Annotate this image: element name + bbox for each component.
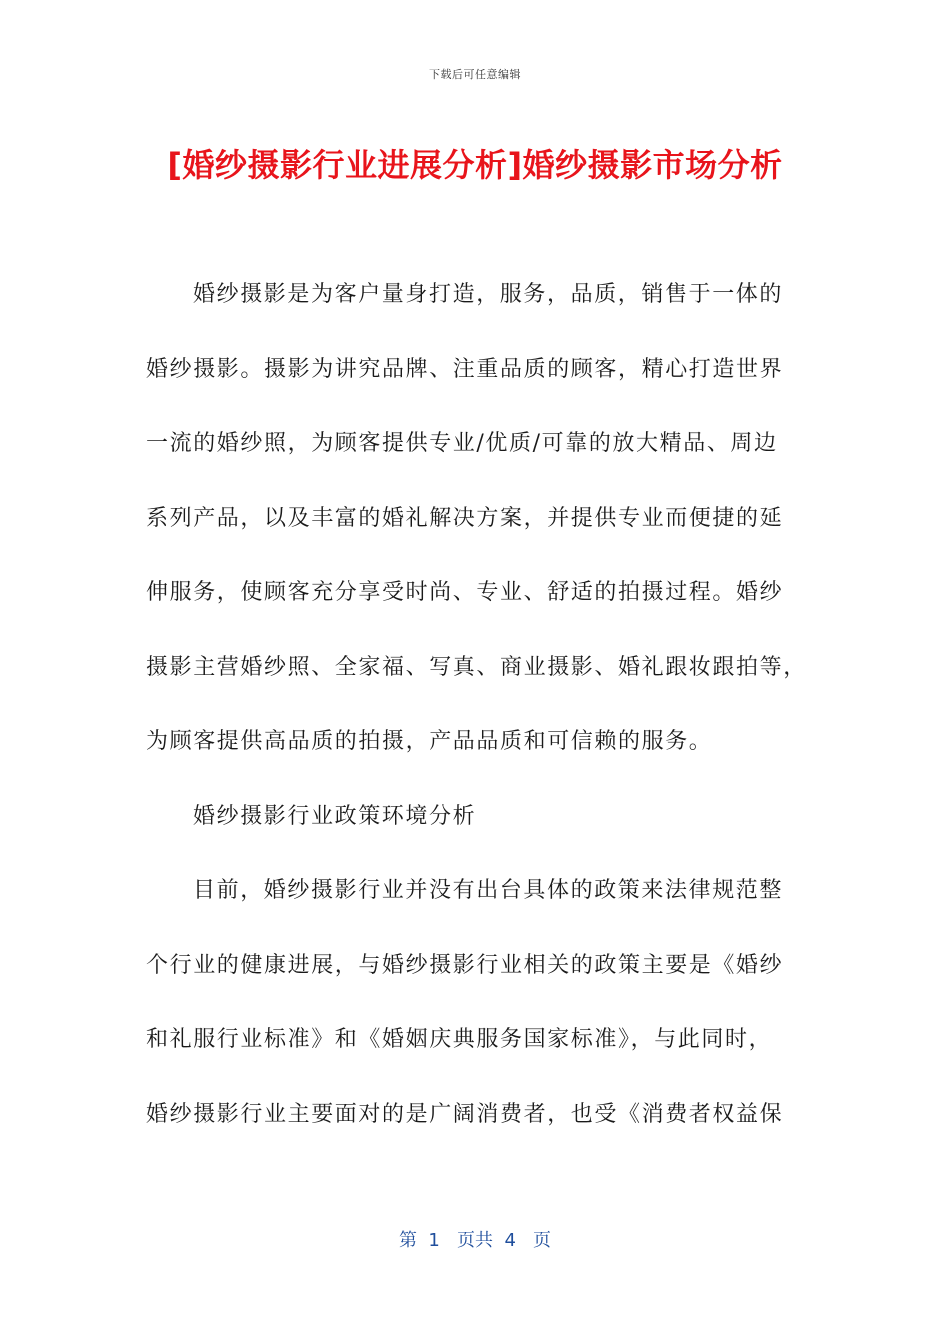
- paragraph-line: 婚纱摄影行业主要面对的是广阔消费者，也受《消费者权益保: [146, 1101, 784, 1127]
- paragraph-line: 摄影主营婚纱照、全家福、写真、商业摄影、婚礼跟妆跟拍等，: [146, 654, 807, 680]
- paragraph-line: 和礼服行业标准》和《婚姻庆典服务国家标准》，与此同时，: [146, 1027, 773, 1052]
- paragraph-line: 伸服务，使顾客充分享受时尚、专业、舒适的拍摄过程。婚纱: [146, 580, 784, 605]
- paragraph-line: 婚纱摄影。摄影为讲究品牌、注重品质的顾客，精心打造世界: [146, 356, 784, 382]
- header-note: 下载后可任意编辑: [429, 68, 521, 81]
- paragraph-line: 婚纱摄影是为客户量身打造，服务，品质，销售于一体的: [193, 282, 784, 307]
- paragraph-line: 目前，婚纱摄影行业并没有出台具体的政策来法律规范整: [193, 878, 784, 903]
- paragraph-line: 为顾客提供高品质的拍摄，产品品质和可信赖的服务。: [146, 729, 713, 754]
- section-heading: 婚纱摄影行业政策环境分析: [193, 803, 477, 829]
- paragraph-line: 个行业的健康进展，与婚纱摄影行业相关的政策主要是《婚纱: [146, 952, 784, 978]
- document-title: [婚纱摄影行业进展分析]婚纱摄影市场分析: [167, 146, 783, 184]
- paragraph-line: 一流的婚纱照，为顾客提供专业/优质/可靠的放大精品、周边: [146, 431, 778, 456]
- paragraph-line: 系列产品，以及丰富的婚礼解决方案，并提供专业而便捷的延: [146, 505, 784, 531]
- page-footer: 第 1 页共 4 页: [398, 1230, 552, 1251]
- document-body: [146, 276, 806, 1170]
